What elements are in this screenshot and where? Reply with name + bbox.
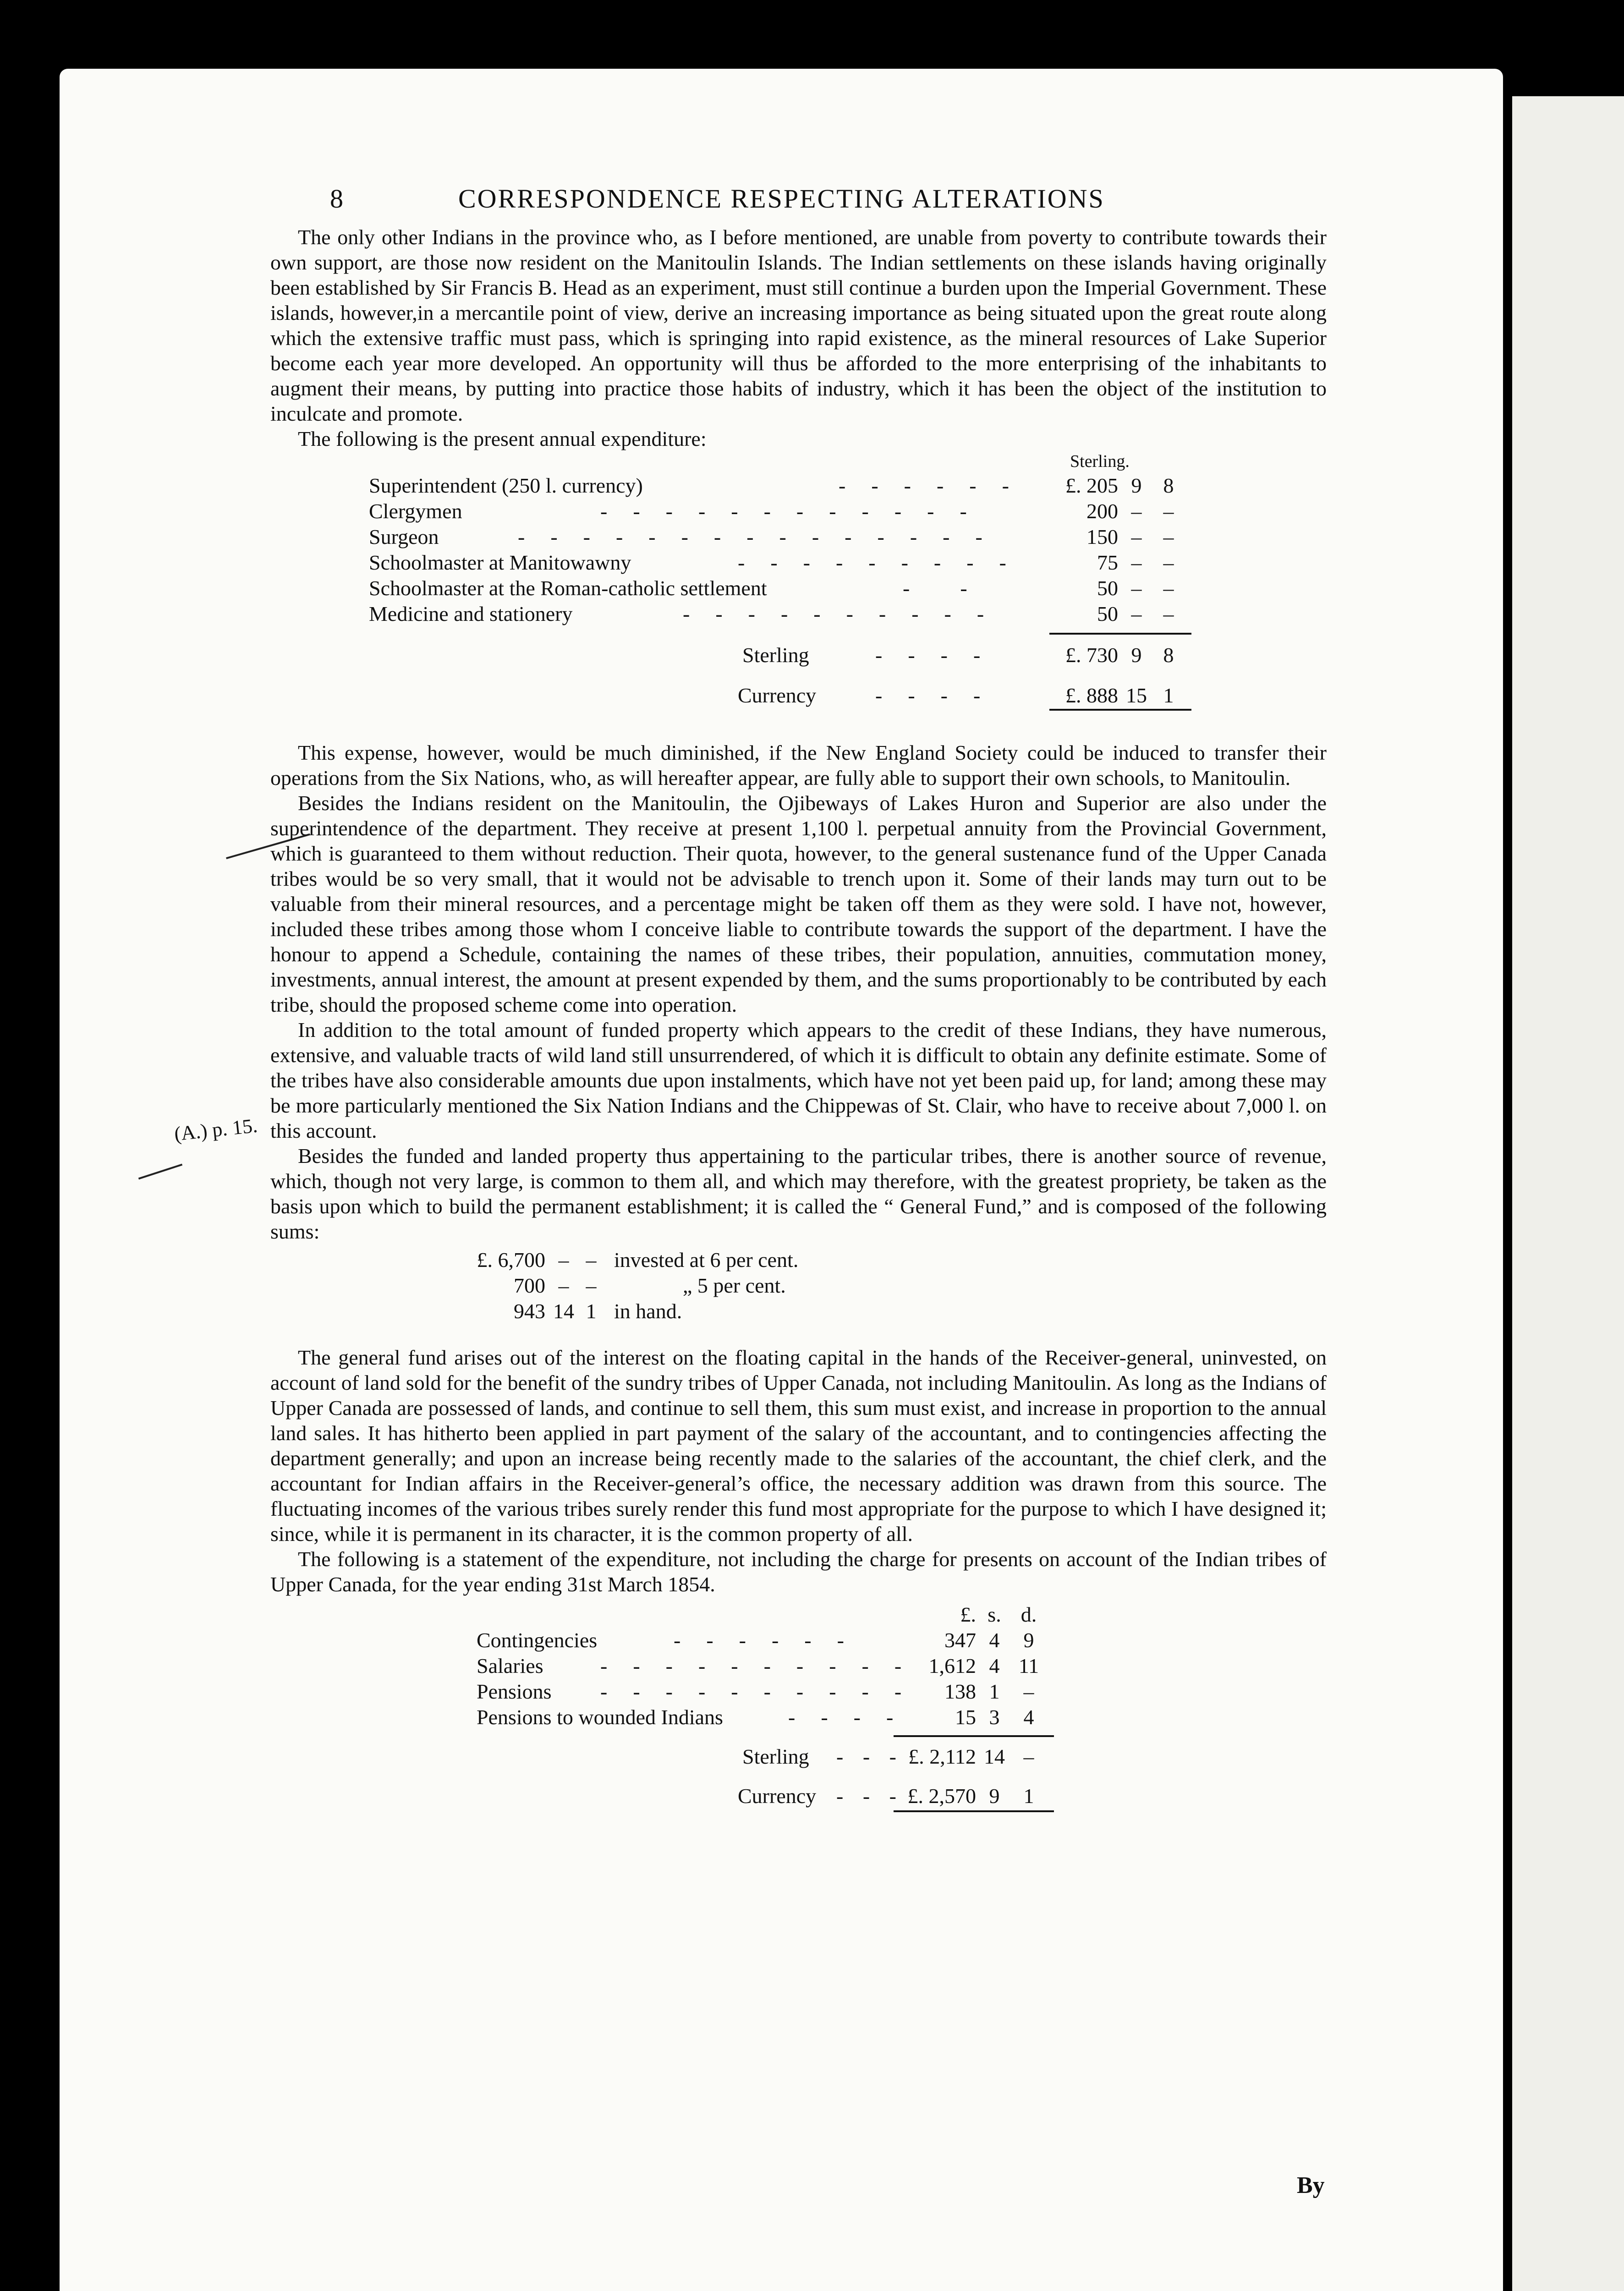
running-title: CORRESPONDENCE RESPECTING ALTERATIONS bbox=[458, 184, 1105, 214]
table-total-row: Currency - - - £. 2,570 9 1 bbox=[738, 1784, 1034, 1808]
column-header-sterling: Sterling. bbox=[1070, 452, 1130, 471]
table-column-header: £. s. d. bbox=[960, 1603, 1037, 1626]
list-item: £. 6,700 – – invested at 6 per cent. bbox=[477, 1248, 799, 1272]
paragraph: Besides the Indians resident on the Manitoulin, the Ojibeways of Lakes Huron and Superior are also under the superintendence of the department. They receive at present 1,100 l. perpetual annuity from the Provincial Government, which is guaranteed to them without reduction. Their quota, however, to the general sustenance fund of the Upper Canada tribes would be so very small, that it would not be advisable to trench upon it. Some of their lands may turn out to be valuable from their mineral resources, and a percentage might be taken off them as they were sold. I have not, however, included these tribes among those whom I conceive liable to contribute towards the support of the department. I have the honour to append a Schedule, containing the names of these tribes, their population, annuities, commutation money, investments, annual interest, the amount at present expended by them, and the sums proportionably to be contributed by each tribe, should the proposed scheme come into operation. bbox=[270, 791, 1327, 1016]
adjacent-page-edge bbox=[1512, 96, 1624, 2291]
paragraph: This expense, however, would be much diminished, if the New England Society could be induced to transfer their operations from the Six Nations, who, as will hereafter appear, are fully able to support their own schools, to Manitoulin. bbox=[270, 741, 1327, 789]
table-row: Schoolmaster at Manitowawny - - - - - - - - - 75 – – bbox=[369, 551, 1174, 574]
list-item: 700 – – „ 5 per cent. bbox=[514, 1274, 786, 1297]
table-row: Contingencies - - - - - - 347 4 9 bbox=[477, 1628, 1034, 1652]
total-rule bbox=[1049, 709, 1191, 711]
table-row: Surgeon - - - - - - - - - - - - - - - 150 – – bbox=[369, 525, 1174, 548]
catchword: By bbox=[1297, 2172, 1325, 2198]
paragraph: Besides the funded and landed property thus appertaining to the particular tribes, there is another source of revenue, which, though not very large, is common to them all, and which may therefore, with the greatest propriety, be taken as the basis upon which to build the permanent establishment; it is called the “ General Fund,” and is composed of the following sums: bbox=[270, 1144, 1327, 1243]
page-number: 8 bbox=[330, 184, 345, 214]
general-fund-sums bbox=[270, 1244, 1327, 1326]
list-item: 943 14 1 in hand. bbox=[514, 1299, 682, 1323]
table-row: Salaries - - - - - - - - - - 1,612 4 11 bbox=[477, 1654, 1039, 1677]
table-total-row: Currency - - - - £. 888 15 1 bbox=[738, 684, 1174, 707]
table-row: Pensions to wounded Indians - - - - 15 3 4 bbox=[477, 1705, 1034, 1729]
expenditure-table-manitoulin bbox=[270, 451, 1327, 713]
table-row: Superintendent (250 l. currency) - - - - - - £. 205 9 8 bbox=[369, 474, 1174, 497]
table-row: Clergymen - - - - - - - - - - - - 200 – – bbox=[369, 499, 1174, 523]
paragraph: The following is a statement of the expenditure, not including the charge for presents on account of the Indian tribes of Upper Canada, for the year ending 31st March 1854. bbox=[270, 1547, 1327, 1596]
expenditure-table-upper-canada bbox=[270, 1597, 1327, 1817]
table-total-row: Sterling - - - £. 2,112 14 – bbox=[742, 1745, 1034, 1768]
total-rule bbox=[894, 1735, 1054, 1737]
page-content bbox=[270, 174, 1327, 1817]
paragraph: The general fund arises out of the interest on the floating capital in the hands of the Receiver-general, uninvested, on account of land sold for the benefit of the sundry tribes of Upper Canada, not including Manitoulin. As long as the Indians of Upper Canada are possessed of lands, and continue to sell them, this sum must exist, and increase in proportion to the annual land sales. It has hitherto been applied in part payment of the salary of the accountant, and to contingencies affecting the department generally; and upon an increase being recently made to the salaries of the accountant, the chief clerk, and the accountant for Indian affairs in the Receiver-general’s office, the necessary addition was drawn from this source. The fluctuating incomes of the various tribes surely render this fund most appropriate for the purpose to which I have designed it; since, while it is permanent in its character, it is the common property of all. bbox=[270, 1346, 1327, 1546]
table-row: Medicine and stationery - - - - - - - - - - 50 – – bbox=[369, 602, 1174, 625]
table-row: Schoolmaster at the Roman-catholic settlement - - 50 – – bbox=[369, 576, 1174, 600]
paragraph: In addition to the total amount of funded property which appears to the credit of these Indians, they have numerous, extensive, and valuable tracts of wild land still unsurrendered, of which it is difficult to obtain any definite estimate. Some of the tribes have also considerable amounts due upon instalments, which have not yet been paid up, for land; among these may be more particularly mentioned the Six Nation Indians and the Chippewas of St. Clair, who have to receive about 7,000 l. on this account. bbox=[270, 1018, 1327, 1142]
total-rule bbox=[1049, 633, 1191, 635]
paragraph: The following is the present annual expenditure: bbox=[298, 427, 707, 450]
page-header bbox=[270, 174, 1327, 225]
table-row: Pensions - - - - - - - - - - 138 1 – bbox=[477, 1680, 1034, 1703]
paragraph: The only other Indians in the province who, as I before mentioned, are unable from poverty to contribute towards their own support, are those now resident on the Manitoulin Islands. The Indian settlements on these islands having originally been established by Sir Francis B. Head as an experiment, must still continue a burden upon the Imperial Government. These islands, however,in a mercantile point of view, derive an increasing importance as being situated upon the great route along which the extensive traffic must pass, which is springing into rapid existence, as the mineral resources of Lake Superior become each year more developed. An opportunity will thus be afforded to the more enterprising of the inhabitants to augment their means, by putting into practice those habits of industry, which it has been the object of the institution to inculcate and promote. bbox=[270, 225, 1327, 425]
total-rule bbox=[894, 1810, 1054, 1812]
margin-note: (A.) p. 15. bbox=[173, 1114, 259, 1146]
table-total-row: Sterling - - - - £. 730 9 8 bbox=[742, 643, 1174, 667]
